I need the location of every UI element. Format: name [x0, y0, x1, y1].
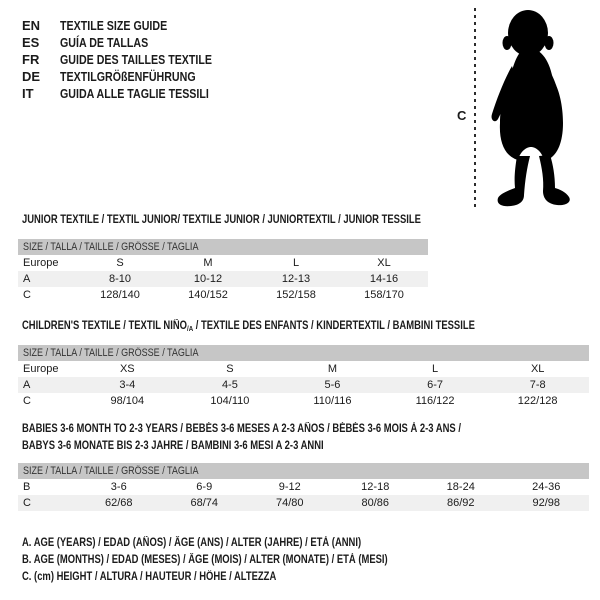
size-value: 4-5	[221, 379, 238, 391]
language-row-it	[22, 85, 245, 102]
language-guide-title-text: GUIDE DES TAILLES TEXTILE	[60, 52, 213, 67]
babies-textile-title-segment: BABYS 3-6 MONATE BIS 2-3 JAHRE / BAMBINI 3-6 MESI A 2-3 ANNI	[22, 440, 324, 452]
size-value: XS	[119, 363, 135, 375]
row-label: C	[23, 497, 31, 509]
size-value: M	[203, 257, 213, 269]
language-guide-title-text: GUIDA ALLE TAGLIE TESSILI	[60, 86, 209, 101]
size-value: 92/98	[532, 497, 561, 509]
size-value: 6-7	[427, 379, 444, 391]
size-value: 140/152	[188, 289, 228, 301]
size-value: XL	[377, 257, 391, 269]
junior-textile-title-text	[22, 214, 421, 226]
row-label: C	[23, 395, 31, 407]
childrens-textile-title-line-1	[22, 320, 574, 333]
childrens-textile-title-segment: CHILDREN'S TEXTILE / TEXTIL NIÑO	[22, 320, 188, 332]
babies-textile-title-segment: BABIES 3-6 MONTH TO 2-3 YEARS / BEBÉS 3-6 MESES A 2-3 AÑOS / BÉBÉS 3-6 MOIS À 2-3 ANS /	[22, 423, 461, 435]
junior-textile-size-header-text: SIZE / TALLA / TAILLE / GRÖSSE / TAGLIA	[23, 241, 199, 253]
language-code: IT	[22, 86, 34, 101]
size-value: S	[226, 363, 234, 375]
junior-textile-title-line-1	[22, 214, 508, 226]
size-value: 7-8	[529, 379, 546, 391]
language-code: DE	[22, 69, 41, 84]
size-value: 14-16	[369, 273, 399, 285]
footnote-c	[22, 569, 468, 586]
language-row-en	[22, 17, 245, 34]
childrens-textile-size-header-bar	[18, 345, 589, 361]
size-value: 3-4	[119, 379, 136, 391]
size-value: 62/68	[104, 497, 133, 509]
size-value: 152/158	[276, 289, 316, 301]
size-value: M	[327, 363, 338, 375]
language-guide-title	[60, 86, 242, 101]
language-row-es	[22, 34, 245, 51]
row-label: B	[23, 481, 31, 493]
size-value: L	[432, 363, 439, 375]
size-value: 5-6	[324, 379, 341, 391]
junior-textile-title-segment: JUNIOR TEXTILE / TEXTIL JUNIOR/ TEXTILE JUNIOR / JUNIORTEXTIL / JUNIOR TESSILE	[22, 214, 421, 226]
row-label: Europe	[23, 257, 59, 269]
childrens-textile-title-segment: / TEXTILE DES ENFANTS / KINDERTEXTIL / BAMBINI TESSILE	[193, 320, 475, 332]
size-value: 80/86	[361, 497, 390, 509]
babies-textile-table	[18, 463, 589, 511]
language-title-list	[22, 17, 245, 102]
row-label: C	[23, 289, 31, 301]
footnote-text: B. AGE (MONTHS) / EDAD (MESES) / ÂGE (MOIS) / ALTER (MONATE) / ETÀ (MESI)	[22, 554, 388, 566]
babies-textile-size-header-bar	[18, 463, 589, 479]
footnote-list	[22, 535, 468, 586]
language-code: ES	[22, 35, 40, 50]
size-value: 98/104	[110, 395, 145, 407]
childrens-textile-title-segment: /A	[187, 324, 194, 333]
footnote-text: C. (cm) HEIGHT / ALTURA / HAUTEUR / HÖHE / ALTEZZA	[22, 571, 277, 583]
language-guide-title	[60, 18, 191, 33]
babies-textile-title-line-1	[22, 423, 557, 435]
size-value: 122/128	[517, 395, 558, 407]
language-code: FR	[22, 52, 40, 67]
language-guide-title-text: TEXTILGRÖßENFÜHRUNG	[60, 69, 196, 84]
size-value: 10-12	[193, 273, 223, 285]
size-value: 24-36	[532, 481, 561, 493]
junior-textile-row-a	[18, 271, 428, 287]
footnote-text: A. AGE (YEARS) / EDAD (AÑOS) / ÂGE (ANS) / ALTER (JAHRE) / ETÀ (ANNI)	[22, 537, 362, 549]
size-value: 8-10	[108, 273, 132, 285]
babies-textile-row-c	[18, 495, 589, 511]
size-value: 12-13	[281, 273, 311, 285]
childrens-textile-row-a	[18, 377, 589, 393]
size-value: XL	[530, 363, 545, 375]
size-value: L	[292, 257, 300, 269]
childrens-textile-title-text	[22, 320, 475, 333]
row-label: A	[23, 379, 31, 391]
size-value: 128/140	[100, 289, 140, 301]
footnote-a	[22, 535, 468, 552]
size-value: 18-24	[446, 481, 475, 493]
childrens-textile-row-c	[18, 393, 589, 409]
size-value: 12-18	[361, 481, 390, 493]
language-guide-title	[60, 52, 245, 67]
childrens-textile-table	[18, 345, 589, 409]
height-measure-dashed-line	[474, 8, 476, 207]
row-label: A	[23, 273, 31, 285]
size-value: 68/74	[190, 497, 219, 509]
childrens-textile-size-header-text: SIZE / TALLA / TAILLE / GRÖSSE / TAGLIA	[23, 347, 199, 359]
babies-textile-size-header-text: SIZE / TALLA / TAILLE / GRÖSSE / TAGLIA	[23, 465, 199, 477]
height-measure-label: C	[457, 108, 467, 123]
junior-textile-table	[18, 239, 428, 303]
size-value: 3-6	[110, 481, 127, 493]
language-row-fr	[22, 51, 245, 68]
baby-silhouette-icon	[486, 8, 594, 210]
language-row-de	[22, 68, 245, 85]
childrens-textile-row-europe	[18, 361, 589, 377]
language-code: EN	[22, 18, 41, 33]
language-guide-title	[60, 35, 168, 50]
size-value: 158/170	[364, 289, 404, 301]
babies-textile-title-text	[22, 440, 324, 452]
size-value: 116/122	[415, 395, 455, 407]
size-value: 74/80	[275, 497, 304, 509]
language-guide-title	[60, 69, 225, 84]
size-value: 104/110	[210, 395, 250, 407]
language-guide-title-text: GUÍA DE TALLAS	[60, 35, 149, 50]
babies-textile-row-b	[18, 479, 589, 495]
size-value: 86/92	[446, 497, 475, 509]
size-value: 9-12	[278, 481, 301, 493]
size-value: S	[116, 257, 124, 269]
junior-textile-size-header-bar	[18, 239, 428, 255]
size-value: 6-9	[196, 481, 213, 493]
junior-textile-row-c	[18, 287, 428, 303]
footnote-b	[22, 552, 468, 569]
babies-textile-title-line-2	[22, 440, 390, 452]
junior-textile-row-europe	[18, 255, 428, 271]
language-guide-title-text: TEXTILE SIZE GUIDE	[60, 18, 168, 33]
size-value: 110/116	[313, 395, 352, 407]
babies-textile-title-text	[22, 423, 461, 435]
row-label: Europe	[23, 363, 59, 375]
